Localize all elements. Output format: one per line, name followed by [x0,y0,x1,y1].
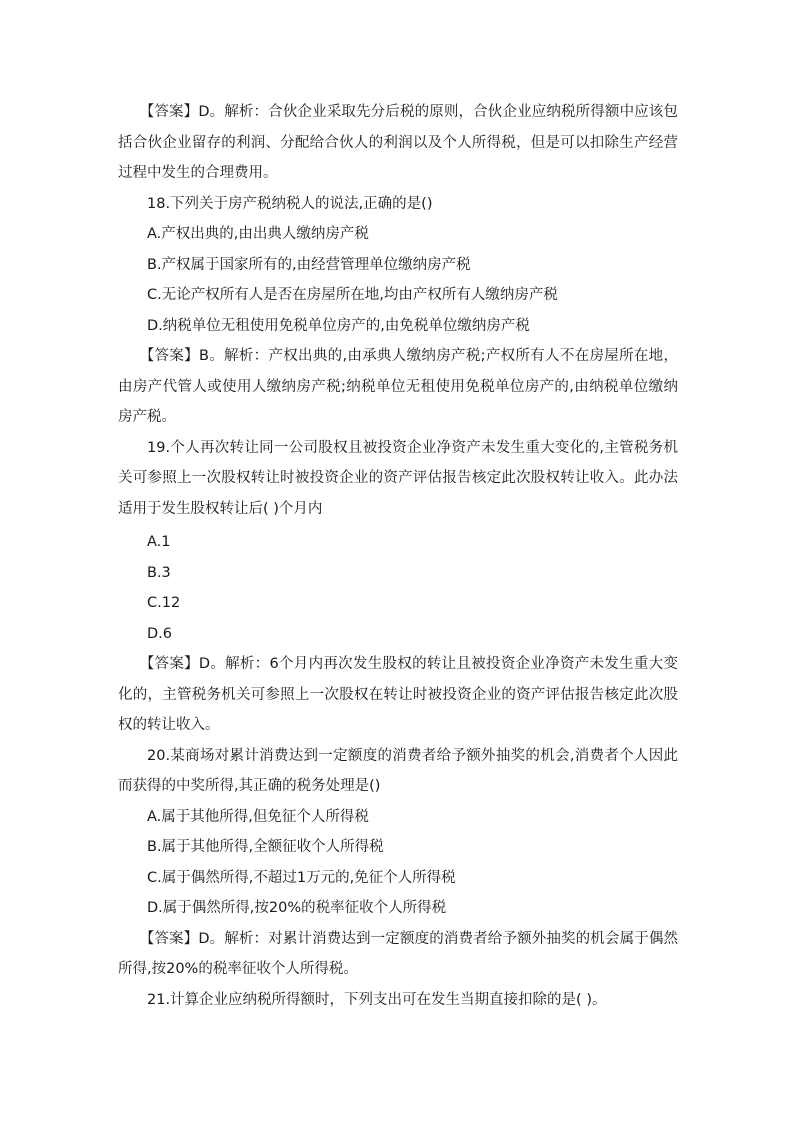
question-18: 18.下列关于房产税纳税人的说法,正确的是() [147,195,433,212]
option-19-d: D.6 [147,625,172,642]
option-19-a: A.1 [147,534,171,550]
question-21: 21.计算企业应纳税所得额时，下列支出可在发生当期直接扣除的是( )。 [147,991,607,1008]
option-20-c: C.属于偶然所得,不超过1万元的,免征个人所得税 [147,869,456,886]
option-19-c: C.12 [147,595,181,611]
option-20-d: D.属于偶然所得,按20%的税率征收个人所得税 [147,900,447,916]
option-20-a: A.属于其他所得,但免征个人所得税 [147,808,369,825]
option-18-c: C.无论产权所有人是否在房屋所在地,均由产权所有人缴纳房产税 [147,287,558,303]
answer-20: 【答案】D。解析：对累计消费达到一定额度的消费者给予额外抽奖的机会属于偶然所得,按20%的税率征收个人所得税。 [118,930,678,977]
option-19-b: B.3 [147,564,171,581]
question-20: 20.某商场对累计消费达到一定额度的消费者给予额外抽奖的机会,消费者个人因此而获得的中奖所得,其正确的税务处理是() [118,747,678,794]
option-18-b: B.产权属于国家所有的,由经营管理单位缴纳房产税 [147,256,471,273]
option-20-b: B.属于其他所得,全额征收个人所得税 [147,839,384,855]
answer-paragraph: 【答案】D。解析：合伙企业采取先分后税的原则，合伙企业应纳税所得额中应该包括合伙企业留存的利润、分配给合伙人的利润以及个人所得税，但是可以扣除生产经营过程中发生的合理费用。 [118,104,678,181]
document-body [118,97,678,1015]
option-18-a: A.产权出典的,由出典人缴纳房产税 [147,226,369,242]
answer-18: 【答案】B。解析：产权出典的,由承典人缴纳房产税;产权所有人不在房屋所在地，由房产代管人或使用人缴纳房产税;纳税单位无租使用免税单位房产的,由纳税单位缴纳房产税。 [118,348,678,425]
option-18-d: D.纳税单位无租使用免税单位房产的,由免税单位缴纳房产税 [147,317,530,334]
answer-19: 【答案】D。解析：6个月内再次发生股权的转让且被投资企业净资产未发生重大变化的，主管税务机关可参照上一次股权在转让时被投资企业的资产评估报告核定此次股权的转让收入。 [118,656,678,733]
question-19: 19.个人再次转让同一公司股权且被投资企业净资产未发生重大变化的,主管税务机关可参照上一次股权转让时被投资企业的资产评估报告核定此次股权转让收入。此办法适用于发生股权转让后( )个月内 [118,439,678,517]
